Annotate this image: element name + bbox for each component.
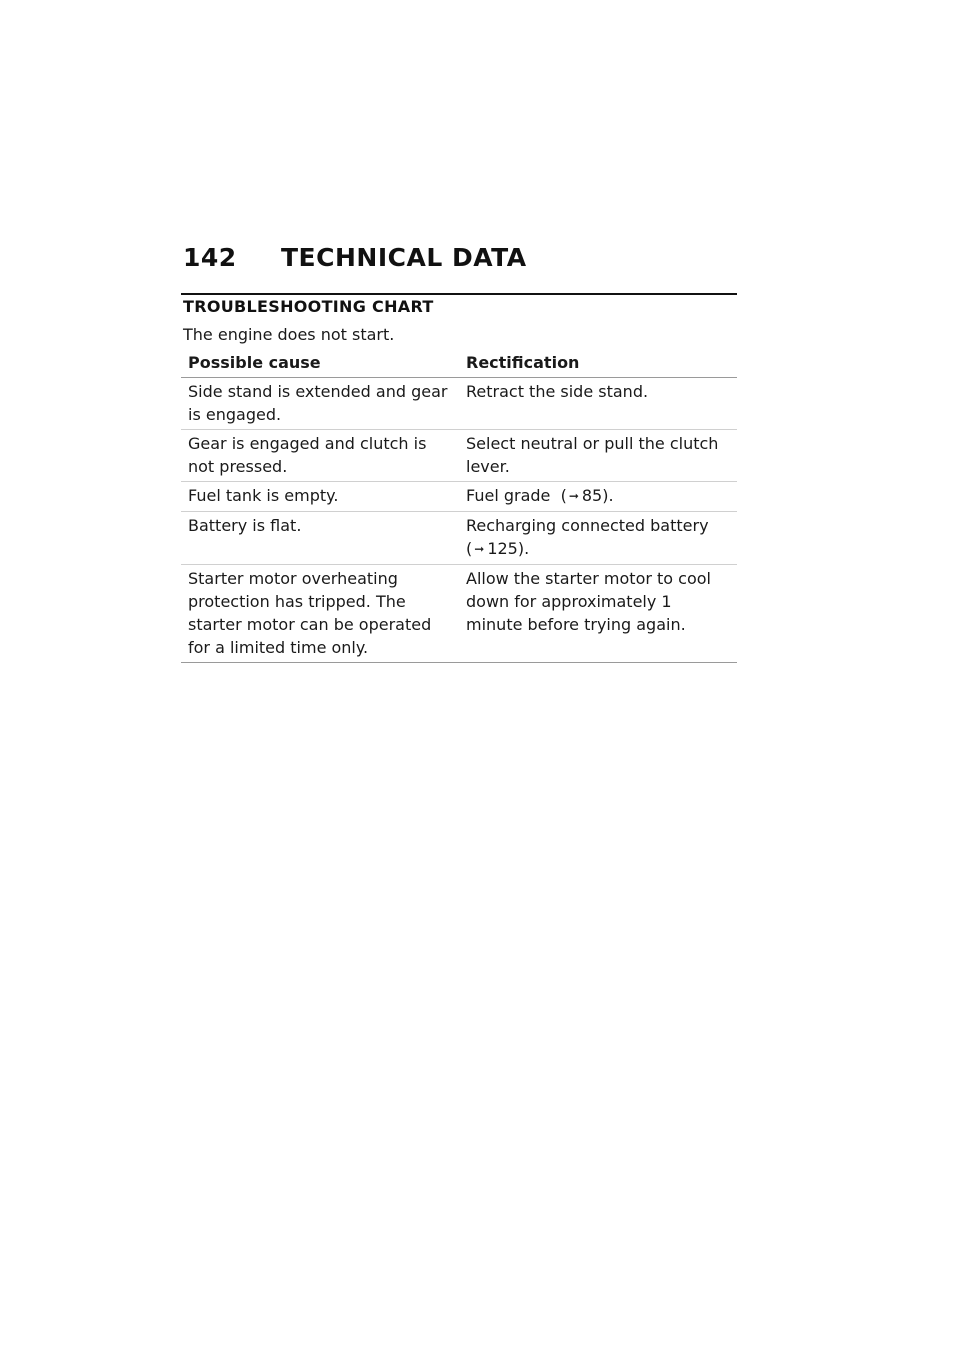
page-reference[interactable]: 85 bbox=[581, 486, 603, 505]
troubleshooting-table bbox=[181, 347, 737, 663]
page-number: 142 bbox=[183, 243, 237, 272]
section-intro: The engine does not start. bbox=[183, 325, 395, 344]
cause-cell: Fuel tank is empty. bbox=[188, 486, 339, 505]
rectification-cell: Retract the side stand. bbox=[466, 382, 649, 401]
section-title: TROUBLESHOOTING CHART bbox=[183, 297, 434, 316]
table-row bbox=[181, 565, 737, 663]
cause-cell: Starter motor overheating protection has tripped. The starter motor can be operated for a limited time only. bbox=[188, 569, 432, 657]
cause-cell: Battery is flat. bbox=[188, 516, 302, 535]
rectification-text: Recharging connected battery bbox=[466, 516, 709, 535]
page-reference[interactable]: 125 bbox=[487, 539, 518, 558]
rectification-cell: Select neutral or pull the clutch lever. bbox=[466, 434, 719, 476]
cause-cell: Gear is engaged and clutch is not pressed. bbox=[188, 434, 427, 476]
table-header-row bbox=[181, 347, 737, 378]
page-reference-arrow-icon: ➞ bbox=[568, 489, 579, 503]
header-divider bbox=[181, 293, 737, 295]
table-row bbox=[181, 482, 737, 512]
rectification-text: Fuel grade bbox=[466, 486, 551, 505]
table-row bbox=[181, 430, 737, 482]
page-header bbox=[183, 243, 527, 272]
rectification-cell: Recharging connected battery ( ➞ 125). bbox=[459, 514, 737, 561]
header-possible-cause: Possible cause bbox=[188, 352, 321, 372]
page-reference-arrow-icon: ➞ bbox=[474, 542, 485, 556]
cause-cell: Side stand is extended and gear is engaged. bbox=[188, 382, 448, 424]
table-row bbox=[181, 378, 737, 430]
header-rectification: Rectification bbox=[466, 352, 580, 372]
chapter-title: TECHNICAL DATA bbox=[281, 243, 527, 272]
table-row bbox=[181, 512, 737, 565]
rectification-cell: Fuel grade ( ➞ 85). bbox=[459, 484, 737, 508]
rectification-cell: Allow the starter motor to cool down for approximately 1 minute before trying again. bbox=[466, 569, 711, 634]
